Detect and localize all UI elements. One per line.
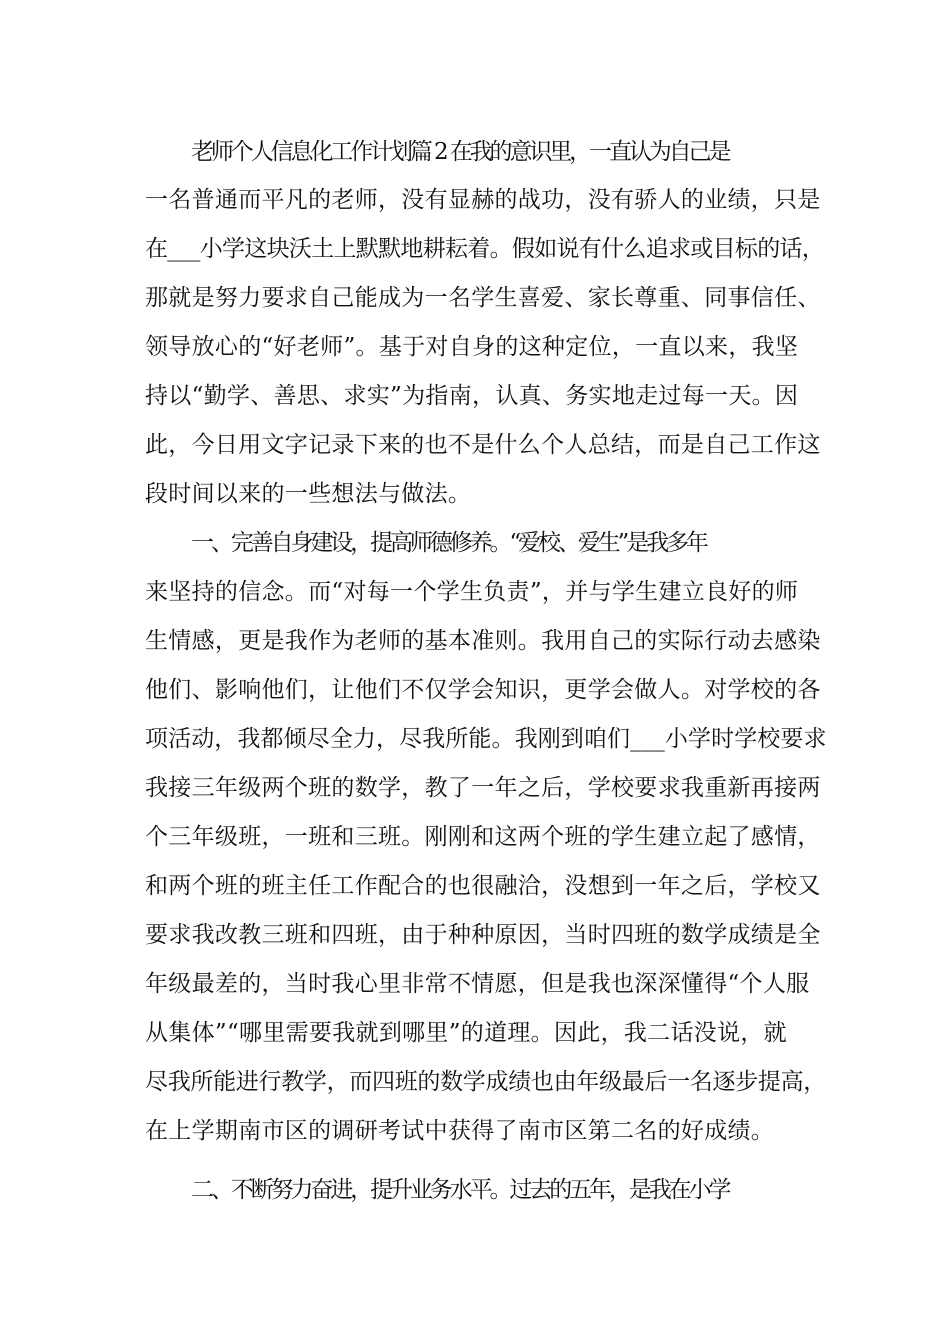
paragraph-2-line-10: 年级最差的，当时我心里非常不情愿，但是我也深深懂得“个人服 — [145, 971, 810, 997]
paragraph-2-line-5: 项活动，我都倾尽全力，尽我所能。我刚到咱们___小学时学校要求 — [145, 726, 827, 752]
paragraph-2-line-11: 从集体”“哪里需要我就到哪里”的道理。因此，我二话没说，就 — [145, 1020, 787, 1046]
paragraph-2-line-7: 个三年级班，一班和三班。刚刚和这两个班的学生建立起了感情， — [145, 824, 821, 850]
paragraph-2-line-3: 生情感，更是我作为老师的基本准则。我用自己的实际行动去感染 — [145, 628, 821, 654]
paragraph-2-line-2: 来坚持的信念。而“对每一个学生负责”，并与学生建立良好的师 — [145, 579, 799, 605]
paragraph-2-line-6: 我接三年级两个班的数学，教了一年之后，学校要求我重新再接两 — [145, 775, 821, 801]
paragraph-2-line-1: 一、完善自身建设，提高师德修养。“爱校、爱生”是我多年 — [191, 530, 706, 556]
paragraph-1-line-1: 老师个人信息化工作计划篇 2 在我的意识里，一直认为自己是 — [191, 139, 729, 165]
paragraph-1-line-5: 领导放心的“好老师”。基于对自身的这种定位，一直以来，我坚 — [145, 334, 799, 360]
paragraph-1-line-3: 在___小学这块沃土上默默地耕耘着。假如说有什么追求或目标的话， — [145, 236, 825, 262]
paragraph-2-line-8: 和两个班的班主任工作配合的也很融洽，没想到一年之后，学校又 — [145, 873, 821, 899]
paragraph-1-line-8: 段时间以来的一些想法与做法。 — [145, 481, 472, 507]
paragraph-1-line-6: 持以“勤学、善思、求实”为指南，认真、务实地走过每一天。因 — [145, 383, 799, 409]
paragraph-1-line-7: 此，今日用文字记录下来的也不是什么个人总结，而是自己工作这 — [145, 432, 821, 458]
paragraph-1-line-4: 那就是努力要求自己能成为一名学生喜爱、家长尊重、同事信任、 — [145, 285, 821, 311]
paragraph-1-line-2: 一名普通而平凡的老师，没有显赫的战功，没有骄人的业绩，只是 — [145, 187, 821, 213]
paragraph-2-line-12: 尽我所能进行教学，而四班的数学成绩也由年级最后一名逐步提高， — [145, 1069, 827, 1095]
paragraph-3-line-1: 二、不断努力奋进，提升业务水平。过去的五年，是我在小学 — [191, 1177, 729, 1203]
paragraph-2-line-4: 他们、影响他们，让他们不仅学会知识，更学会做人。对学校的各 — [145, 677, 821, 703]
paragraph-2-line-13: 在上学期南市区的调研考试中获得了南市区第二名的好成绩。 — [145, 1118, 775, 1144]
paragraph-2-line-9: 要求我改教三班和四班，由于种种原因，当时四班的数学成绩是全 — [145, 922, 821, 948]
